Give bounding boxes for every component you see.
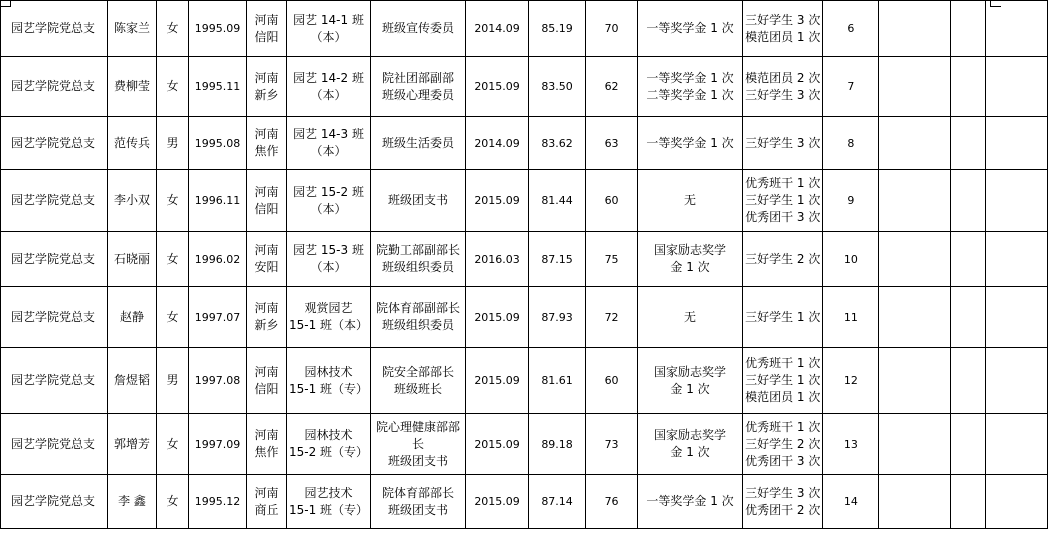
empty-cell xyxy=(951,57,986,117)
score-cell: 87.14 xyxy=(529,475,586,529)
position-cell-line: 班级宣传委员 xyxy=(382,21,455,35)
honors-cell xyxy=(743,287,823,348)
scholarship-cell xyxy=(638,117,743,170)
class-cell-line: 15-2 班（专） xyxy=(289,445,369,459)
unit-cell: 园艺学院党总支 xyxy=(1,287,108,348)
position-cell xyxy=(371,414,466,475)
empty-cell xyxy=(879,414,951,475)
table-row xyxy=(1,57,1048,117)
score-cell: 89.18 xyxy=(529,414,586,475)
empty-cell xyxy=(879,57,951,117)
class-cell xyxy=(287,170,371,232)
empty-cell xyxy=(951,232,986,287)
position-cell xyxy=(371,475,466,529)
scholarship-cell-line: 无 xyxy=(684,193,697,207)
seq-cell: 9 xyxy=(823,170,879,232)
class-cell xyxy=(287,232,371,287)
origin-cell-line: 信阳 xyxy=(254,381,279,396)
origin-cell-line: 商丘 xyxy=(254,502,279,517)
origin-cell-line: 河南 xyxy=(254,428,279,442)
honors-cell xyxy=(743,348,823,414)
honors-cell-line: 三好学生 1 次 xyxy=(745,193,821,207)
class-cell-line: （本） xyxy=(310,201,347,216)
position-cell-line: 院勤工部副部长 xyxy=(376,243,461,257)
position-cell-line: 长 xyxy=(412,436,425,451)
honors-cell-line: 优秀团干 3 次 xyxy=(745,453,821,468)
score-cell: 85.19 xyxy=(529,1,586,57)
birth-date-cell: 1997.08 xyxy=(189,348,247,414)
empty-cell xyxy=(986,232,1048,287)
position-cell-line: 院体育部部长 xyxy=(382,485,455,500)
name-cell: 李小双 xyxy=(108,170,157,232)
empty-cell xyxy=(879,1,951,57)
position-cell-line: 班级心理委员 xyxy=(382,87,455,102)
position-cell xyxy=(371,287,466,348)
birth-date-cell: 1995.09 xyxy=(189,1,247,57)
class-cell-line: （本） xyxy=(310,144,347,158)
join-date-cell: 2015.09 xyxy=(466,57,529,117)
scholarship-cell xyxy=(638,414,743,475)
empty-cell xyxy=(951,1,986,57)
empty-cell xyxy=(951,348,986,414)
scholarship-cell-line: 一等奖学金 1 次 xyxy=(646,21,734,35)
origin-cell-line: 河南 xyxy=(254,70,279,85)
class-cell-line: 园艺技术 xyxy=(304,485,353,500)
position-cell xyxy=(371,1,466,57)
honors-cell xyxy=(743,475,823,529)
join-date-cell: 2014.09 xyxy=(466,1,529,57)
rank-cell: 76 xyxy=(586,475,638,529)
scholarship-cell-line: 一等奖学金 1 次 xyxy=(646,135,734,150)
origin-cell-line: 河南 xyxy=(254,301,279,315)
name-cell: 赵静 xyxy=(108,287,157,348)
table-row xyxy=(1,117,1048,170)
join-date-cell: 2015.09 xyxy=(466,348,529,414)
position-cell-line: 班级班长 xyxy=(394,381,443,396)
birth-date-cell: 1996.11 xyxy=(189,170,247,232)
class-cell-line: 园艺 15-2 班 xyxy=(293,184,364,199)
position-cell xyxy=(371,117,466,170)
origin-cell xyxy=(247,57,287,117)
position-cell-line: 院心理健康部部 xyxy=(376,419,461,434)
table-row xyxy=(1,232,1048,287)
position-cell-line: 班级生活委员 xyxy=(382,135,455,150)
gender-cell: 男 xyxy=(157,348,189,414)
rank-cell: 70 xyxy=(586,1,638,57)
name-cell: 郭增芳 xyxy=(108,414,157,475)
scholarship-cell-line: 金 1 次 xyxy=(670,260,710,274)
gender-cell: 女 xyxy=(157,287,189,348)
honors-cell-line: 三好学生 1 次 xyxy=(745,373,821,387)
join-date-cell: 2014.09 xyxy=(466,117,529,170)
join-date-cell: 2015.09 xyxy=(466,475,529,529)
class-cell-line: 园艺 15-3 班 xyxy=(293,243,364,257)
honors-cell-line: 三好学生 2 次 xyxy=(745,251,821,266)
origin-cell-line: 河南 xyxy=(254,184,279,199)
scholarship-cell xyxy=(638,57,743,117)
origin-cell xyxy=(247,117,287,170)
join-date-cell: 2015.09 xyxy=(466,170,529,232)
empty-cell xyxy=(951,117,986,170)
class-cell xyxy=(287,348,371,414)
origin-cell-line: 新乡 xyxy=(254,318,279,332)
class-cell xyxy=(287,117,371,170)
class-cell-line: 园林技术 xyxy=(304,428,353,442)
honors-cell-line: 优秀班干 1 次 xyxy=(745,419,821,434)
origin-cell xyxy=(247,232,287,287)
class-cell xyxy=(287,475,371,529)
class-cell xyxy=(287,287,371,348)
empty-cell xyxy=(951,414,986,475)
empty-cell xyxy=(951,475,986,529)
table-row xyxy=(1,348,1048,414)
honors-cell-line: 模范团员 2 次 xyxy=(745,70,821,85)
birth-date-cell: 1995.12 xyxy=(189,475,247,529)
gender-cell: 女 xyxy=(157,1,189,57)
class-cell-line: 园艺 14-1 班 xyxy=(293,12,364,27)
seq-cell: 7 xyxy=(823,57,879,117)
unit-cell: 园艺学院党总支 xyxy=(1,117,108,170)
seq-cell: 14 xyxy=(823,475,879,529)
scholarship-cell xyxy=(638,170,743,232)
seq-cell: 11 xyxy=(823,287,879,348)
empty-cell xyxy=(879,287,951,348)
class-cell-line: （本） xyxy=(310,29,347,44)
class-cell xyxy=(287,57,371,117)
position-cell-line: 院安全部部长 xyxy=(382,364,455,379)
table-body xyxy=(1,1,1048,529)
scholarship-cell-line: 国家励志奖学 xyxy=(654,364,727,379)
name-cell: 陈家兰 xyxy=(108,1,157,57)
class-cell-line: 园林技术 xyxy=(304,364,353,379)
origin-cell-line: 河南 xyxy=(254,485,279,500)
gender-cell: 女 xyxy=(157,57,189,117)
seq-cell: 6 xyxy=(823,1,879,57)
score-cell: 81.44 xyxy=(529,170,586,232)
birth-date-cell: 1996.02 xyxy=(189,232,247,287)
name-cell: 詹煜韬 xyxy=(108,348,157,414)
scholarship-cell xyxy=(638,232,743,287)
class-cell xyxy=(287,414,371,475)
scholarship-cell-line: 一等奖学金 1 次 xyxy=(646,70,734,85)
position-cell-line: 班级团支书 xyxy=(388,502,449,517)
origin-cell-line: 河南 xyxy=(254,127,279,141)
scholarship-cell-line: 无 xyxy=(684,309,697,324)
table-row xyxy=(1,414,1048,475)
rank-cell: 73 xyxy=(586,414,638,475)
seq-cell: 12 xyxy=(823,348,879,414)
scholarship-cell-line: 金 1 次 xyxy=(670,445,710,459)
honors-cell-line: 模范团员 1 次 xyxy=(745,390,821,404)
class-cell-line: 园艺 14-3 班 xyxy=(293,127,364,141)
join-date-cell: 2015.09 xyxy=(466,287,529,348)
origin-cell xyxy=(247,348,287,414)
rank-cell: 63 xyxy=(586,117,638,170)
honors-cell-line: 三好学生 3 次 xyxy=(745,12,821,27)
empty-cell xyxy=(986,287,1048,348)
origin-cell xyxy=(247,414,287,475)
honors-cell-line: 优秀团干 2 次 xyxy=(745,502,821,517)
honors-cell xyxy=(743,57,823,117)
position-cell xyxy=(371,57,466,117)
unit-cell: 园艺学院党总支 xyxy=(1,475,108,529)
empty-cell xyxy=(986,414,1048,475)
origin-cell-line: 焦作 xyxy=(254,144,279,158)
origin-cell-line: 信阳 xyxy=(254,201,279,216)
seq-cell: 13 xyxy=(823,414,879,475)
class-cell-line: 观赏园艺 xyxy=(304,301,353,315)
gender-cell: 女 xyxy=(157,232,189,287)
scholarship-cell-line: 二等奖学金 1 次 xyxy=(646,87,734,102)
origin-cell-line: 安阳 xyxy=(254,260,279,274)
class-cell-line: （本） xyxy=(310,87,347,102)
unit-cell: 园艺学院党总支 xyxy=(1,1,108,57)
empty-cell xyxy=(879,348,951,414)
table-row xyxy=(1,287,1048,348)
honors-cell xyxy=(743,170,823,232)
honors-cell xyxy=(743,414,823,475)
unit-cell: 园艺学院党总支 xyxy=(1,170,108,232)
empty-cell xyxy=(986,475,1048,529)
origin-cell-line: 河南 xyxy=(254,12,279,27)
join-date-cell: 2016.03 xyxy=(466,232,529,287)
empty-cell xyxy=(986,57,1048,117)
empty-cell xyxy=(986,1,1048,57)
origin-cell-line: 焦作 xyxy=(254,445,279,459)
gender-cell: 男 xyxy=(157,117,189,170)
origin-cell xyxy=(247,170,287,232)
empty-cell xyxy=(879,170,951,232)
position-cell-line: 班级组织委员 xyxy=(382,318,455,332)
class-cell-line: 园艺 14-2 班 xyxy=(293,70,364,85)
empty-cell xyxy=(986,117,1048,170)
origin-cell xyxy=(247,1,287,57)
position-cell-line: 班级团支书 xyxy=(388,193,449,207)
empty-cell xyxy=(951,170,986,232)
gender-cell: 女 xyxy=(157,170,189,232)
rank-cell: 75 xyxy=(586,232,638,287)
honors-cell xyxy=(743,1,823,57)
score-cell: 83.50 xyxy=(529,57,586,117)
honors-cell-line: 三好学生 3 次 xyxy=(745,135,821,150)
class-cell-line: （本） xyxy=(310,260,347,274)
unit-cell: 园艺学院党总支 xyxy=(1,57,108,117)
class-cell-line: 15-1 班（专） xyxy=(289,381,369,396)
class-cell-line: 15-1 班（专） xyxy=(289,502,369,517)
position-cell-line: 院体育部副部长 xyxy=(376,301,461,315)
empty-cell xyxy=(951,287,986,348)
gender-cell: 女 xyxy=(157,475,189,529)
unit-cell: 园艺学院党总支 xyxy=(1,232,108,287)
origin-cell-line: 信阳 xyxy=(254,29,279,44)
unit-cell: 园艺学院党总支 xyxy=(1,414,108,475)
honors-cell-line: 三好学生 3 次 xyxy=(745,87,821,102)
position-cell-line: 班级组织委员 xyxy=(382,260,455,274)
birth-date-cell: 1995.11 xyxy=(189,57,247,117)
honors-cell-line: 三好学生 1 次 xyxy=(745,309,821,324)
position-cell xyxy=(371,170,466,232)
scholarship-cell-line: 国家励志奖学 xyxy=(654,428,727,442)
table-row xyxy=(1,475,1048,529)
name-cell: 石晓丽 xyxy=(108,232,157,287)
birth-date-cell: 1997.07 xyxy=(189,287,247,348)
scholarship-cell xyxy=(638,287,743,348)
table-row xyxy=(1,170,1048,232)
empty-cell xyxy=(879,475,951,529)
rank-cell: 60 xyxy=(586,348,638,414)
gender-cell: 女 xyxy=(157,414,189,475)
birth-date-cell: 1997.09 xyxy=(189,414,247,475)
honors-cell xyxy=(743,232,823,287)
scholarship-cell-line: 金 1 次 xyxy=(670,381,710,396)
table-row xyxy=(1,1,1048,57)
origin-cell xyxy=(247,287,287,348)
seq-cell: 10 xyxy=(823,232,879,287)
origin-cell xyxy=(247,475,287,529)
birth-date-cell: 1995.08 xyxy=(189,117,247,170)
origin-cell-line: 河南 xyxy=(254,364,279,379)
unit-cell: 园艺学院党总支 xyxy=(1,348,108,414)
position-cell xyxy=(371,348,466,414)
empty-cell xyxy=(879,117,951,170)
rank-cell: 62 xyxy=(586,57,638,117)
honors-cell-line: 三好学生 3 次 xyxy=(745,485,821,500)
position-cell-line: 院社团部副部 xyxy=(382,70,455,85)
scholarship-cell xyxy=(638,1,743,57)
position-cell xyxy=(371,232,466,287)
class-cell xyxy=(287,1,371,57)
score-cell: 87.15 xyxy=(529,232,586,287)
scholarship-cell-line: 国家励志奖学 xyxy=(654,243,727,257)
score-cell: 81.61 xyxy=(529,348,586,414)
empty-cell xyxy=(879,232,951,287)
honors-cell-line: 优秀班干 1 次 xyxy=(745,176,821,190)
honors-cell xyxy=(743,117,823,170)
rank-cell: 72 xyxy=(586,287,638,348)
score-cell: 83.62 xyxy=(529,117,586,170)
origin-cell-line: 河南 xyxy=(254,243,279,257)
empty-cell xyxy=(986,348,1048,414)
honors-cell-line: 优秀团干 3 次 xyxy=(745,210,821,224)
class-cell-line: 15-1 班（本） xyxy=(289,318,369,332)
score-cell: 87.93 xyxy=(529,287,586,348)
scholarship-cell xyxy=(638,348,743,414)
name-cell: 费柳莹 xyxy=(108,57,157,117)
name-cell: 范传兵 xyxy=(108,117,157,170)
name-cell: 李 鑫 xyxy=(108,475,157,529)
seq-cell: 8 xyxy=(823,117,879,170)
origin-cell-line: 新乡 xyxy=(254,87,279,102)
scholarship-cell xyxy=(638,475,743,529)
position-cell-line: 班级团支书 xyxy=(388,453,449,468)
honors-cell-line: 三好学生 2 次 xyxy=(745,436,821,451)
empty-cell xyxy=(986,170,1048,232)
honors-cell-line: 模范团员 1 次 xyxy=(745,29,821,44)
honors-cell-line: 优秀班干 1 次 xyxy=(745,356,821,370)
rank-cell: 60 xyxy=(586,170,638,232)
scholarship-cell-line: 一等奖学金 1 次 xyxy=(646,494,734,508)
join-date-cell: 2015.09 xyxy=(466,414,529,475)
